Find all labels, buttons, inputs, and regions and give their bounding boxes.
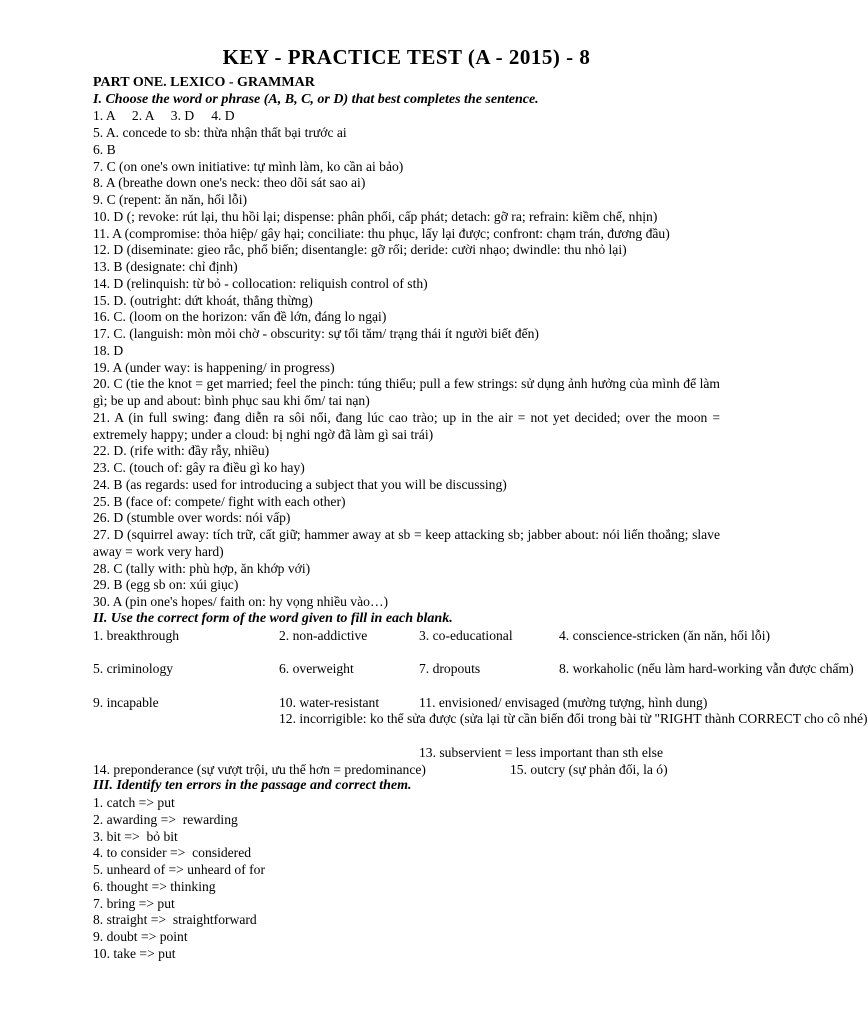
answer-line: 21. A (in full swing: đang diễn ra sôi nổi, đang lúc cao trào; up in the air = not yet decided; over the moon = extremely happy; under a cloud: bị nghi ngờ đã làm gì sai trái) (93, 409, 720, 442)
answer-line: 16. C. (loom on the horizon: vấn đề lớn, đáng lo ngại) (93, 309, 387, 325)
word-form-answer: 8. workaholic (nếu làm hard-working vẫn được chấm) (559, 661, 854, 677)
word-form-answer: 4. conscience-stricken (ăn năn, hối lỗi) (559, 627, 771, 643)
error-correction: 7. bring => put (93, 895, 175, 911)
answer-line: 19. A (under way: is happening/ in progress) (93, 359, 335, 375)
answer-line: 27. D (squirrel away: tích trữ, cất giữ; hammer away at sb = keep attacking sb; jabber about: nói liến thoắng; slave away = work very hard) (93, 527, 720, 559)
answer-line: 6. B (93, 141, 116, 157)
answer-line: 17. C. (languish: mòn mỏi chờ - obscurity: sự tối tăm/ trạng thái ít người biết đến) (93, 326, 539, 342)
section3-answers (93, 795, 720, 963)
word-form-answer: 3. co-educational (419, 627, 513, 643)
word-form-answer: 13. subservient = less important than sth else (419, 744, 664, 760)
answer-line: 30. A (pin one's hopes/ faith on: hy vọng nhiều vào…) (93, 594, 389, 610)
section3-heading: III. Identify ten errors in the passage and correct them. (93, 778, 412, 794)
word-form-answer: 9. incapable (93, 694, 159, 710)
part-one-heading: PART ONE. LEXICO - GRAMMAR (93, 75, 315, 90)
error-correction: 3. bit => bỏ bit (93, 828, 178, 844)
answer-line: 15. D. (outright: dứt khoát, thẳng thừng) (93, 292, 313, 308)
error-correction: 2. awarding => rewarding (93, 811, 238, 827)
error-correction: 9. doubt => point (93, 929, 188, 945)
section1-answers (93, 108, 720, 611)
word-form-answer: 2. non-addictive (279, 627, 368, 643)
answer-line: 8. A (breathe down one's neck: theo dõi sát sao ai) (93, 175, 366, 191)
error-correction: 1. catch => put (93, 795, 175, 811)
answer-line: 23. C. (touch of: gây ra điều gì ko hay) (93, 460, 305, 476)
answer-line: 24. B (as regards: used for introducing a subject that you will be discussing) (93, 476, 507, 492)
answer-line: 5. A. concede to sb: thừa nhận thất bại trước ai (93, 125, 347, 141)
answer-line: 25. B (face of: compete/ fight with each other) (93, 493, 346, 509)
answer-line: 9. C (repent: ăn năn, hối lỗi) (93, 192, 248, 208)
word-form-answer: 1. breakthrough (93, 627, 180, 643)
word-form-answer: 11. envisioned/ envisaged (mường tượng, hình dung) (419, 694, 708, 710)
answer-key-page (93, 44, 868, 963)
answer-line: 28. C (tally with: phù hợp, ăn khớp với) (93, 560, 311, 576)
word-form-answer: 7. dropouts (419, 661, 481, 677)
answer-line: 29. B (egg sb on: xúi giục) (93, 577, 239, 593)
section1-heading: I. Choose the word or phrase (A, B, C, or D) that best completes the sentence. (93, 91, 539, 107)
error-correction: 4. to consider => considered (93, 845, 252, 861)
error-correction: 5. unheard of => unheard of for (93, 862, 265, 878)
error-correction: 8. straight => straightforward (93, 912, 257, 928)
answer-line: 1. A 2. A 3. D 4. D (93, 108, 235, 124)
answer-line: 18. D (93, 342, 124, 358)
section2-answers (93, 627, 868, 779)
section2-heading: II. Use the correct form of the word given to fill in each blank. (93, 610, 453, 626)
answer-line: 7. C (on one's own initiative: tự mình làm, ko cần ai bảo) (93, 158, 404, 174)
error-correction: 6. thought => thinking (93, 878, 216, 894)
answer-line: 13. B (designate: chỉ định) (93, 259, 238, 275)
word-form-answer: 5. criminology (93, 661, 174, 677)
word-form-answer: 6. overweight (279, 661, 354, 677)
word-form-answer: 15. outcry (sự phản đối, la ó) (510, 761, 668, 777)
error-correction: 10. take => put (93, 945, 176, 961)
answer-line: 20. C (tie the knot = get married; feel the pinch: túng thiếu; pull a few strings: sử dụng ảnh hưởng của mình để làm gì; be up and about: bình phục sau khi ốm/ tai nạn) (93, 376, 720, 409)
page-title: KEY - PRACTICE TEST (A - 2015) - 8 (222, 45, 591, 69)
answer-line: 22. D. (rife with: đầy rẫy, nhiều) (93, 443, 270, 459)
word-form-row (93, 762, 720, 779)
answer-line: 12. D (diseminate: gieo rắc, phổ biến; disentangle: gỡ rối; deride: cười nhạo; dwindle: thu nhỏ lại) (93, 242, 627, 258)
word-form-answer: 12. incorrigible: ko thể sửa được (sửa lại từ cần biến đổi trong bài từ "RIGHT thành CORRECT cho cô nhé) (279, 711, 868, 727)
answer-line: 14. D (relinquish: từ bỏ - collocation: reliquish control of sth) (93, 275, 428, 291)
word-form-answer: 10. water-resistant (279, 694, 380, 710)
answer-line: 11. A (compromise: thỏa hiệp/ gây hại; conciliate: thu phục, lấy lại được; confront: chạm trán, đương đầu) (93, 225, 670, 241)
answer-line: 10. D (; revoke: rút lại, thu hồi lại; dispense: phân phối, cấp phát; detach: gỡ ra; refrain: kiềm chế, nhịn) (93, 208, 658, 224)
word-form-answer: 14. preponderance (sự vượt trội, ưu thế hơn = predominance) (93, 761, 426, 777)
answer-line: 26. D (stumble over words: nói vấp) (93, 510, 291, 526)
